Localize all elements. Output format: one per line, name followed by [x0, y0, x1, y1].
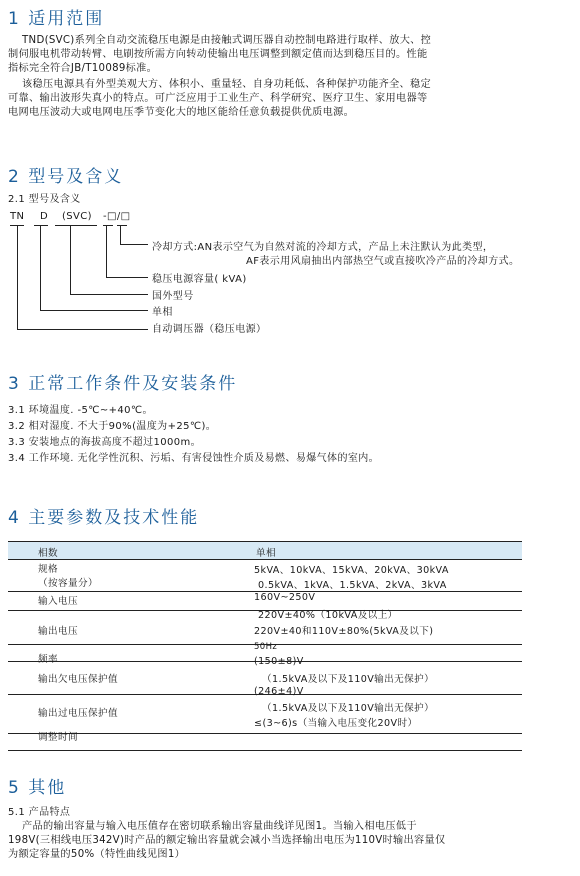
label-single-phase: 单相: [152, 307, 173, 318]
sec1-para2-line1: 该稳压电源具有外型美观大方、体积小、重量轻、自身功耗低、各种保护功能齐全、稳定: [22, 79, 432, 90]
bracket-auto-horizontal: [17, 329, 148, 330]
sec2-subtitle: 2.1 型号及含义: [8, 194, 81, 205]
model-code-tail: -□/□: [103, 211, 131, 222]
underline-dash: [103, 225, 113, 226]
sec5-subtitle: 5.1 产品特点: [8, 807, 71, 818]
table-rule-header: [8, 559, 522, 560]
underline-svc: [55, 225, 97, 226]
row-undervoltage-label: 输出欠电压保护值: [38, 674, 118, 685]
row-undervoltage-value-1: (150±8)V: [254, 656, 304, 667]
label-auto-regulator: 自动调压器（稳压电源）: [152, 324, 267, 335]
sec5-para-line2: 198V(三相线电压342V)时产品的额定输出容量就会减小当选择输出电压为110V时输出容量仅: [8, 835, 446, 846]
bracket-auto-vertical: [17, 225, 18, 329]
table-rule-6: [8, 733, 522, 734]
label-foreign-model: 国外型号: [152, 291, 194, 302]
row-frequency-value: 50Hz: [254, 642, 278, 652]
sec5-para-line3: 为额定容量的50%（特性曲线见图1）: [8, 849, 186, 860]
label-cooling-line1: 冷却方式:AN表示空气为自然对流的冷却方式，产品上未注默认为此类型，: [152, 242, 494, 253]
section-2-title: 2 型号及含义: [8, 167, 124, 187]
row-overvoltage-value-1: （1.5kVA及以下及110V输出无保护）: [262, 703, 435, 714]
sec1-para2-line2: 可靠、输出波形失真小的特点。可广泛应用于工业生产、科学研究、医疗卫生、家用电器等: [8, 93, 428, 104]
sec1-para1-line3: 指标完全符合JB/T10089标准。: [8, 63, 158, 74]
row-overvoltage-label: 输出过电压保护值: [38, 708, 118, 719]
table-rule-bottom: [8, 750, 522, 751]
label-cooling-line2: AF表示用风扇抽出内部热空气或直接吹冷产品的冷却方式。: [246, 256, 520, 267]
label-capacity: 稳压电源容量( kVA): [152, 274, 247, 285]
header-value: 单相: [256, 548, 276, 559]
condition-item-4: 3.4 工作环境. 无化学性沉积、污垢、有害侵蚀性介质及易燃、易爆气体的室内。: [8, 453, 380, 464]
bracket-phase-vertical: [40, 225, 41, 310]
underline-d: [34, 225, 48, 226]
condition-item-2: 3.2 相对湿度. 不大于90%(温度为+25℃)。: [8, 421, 217, 432]
model-code-tn: TN: [10, 211, 25, 222]
bracket-cap-horizontal: [106, 277, 148, 278]
condition-item-3: 3.3 安装地点的海拔高度不超过1000m。: [8, 437, 202, 448]
bracket-cap-vertical: [106, 225, 107, 277]
bracket-phase-horizontal: [40, 310, 148, 311]
row-output-label: 输出电压: [38, 626, 78, 637]
row-spec-label: 规格: [38, 564, 58, 575]
underline-cool: [117, 225, 127, 226]
sec5-para-line1: 产品的输出容量与输入电压值存在密切联系输出容量曲线详见图1。当输入相电压低于: [22, 821, 417, 832]
bracket-foreign-vertical: [70, 225, 71, 294]
header-param: 相数: [38, 548, 58, 559]
sec1-para1-line1: TND(SVC)系列全自动交流稳压电源是由接触式调压器自动控制电路进行取样、放大、控: [22, 35, 432, 46]
model-code-d: D: [40, 211, 49, 222]
row-undervoltage-value-3: (246±4)V: [254, 686, 304, 697]
section-3-title: 3 正常工作条件及安装条件: [8, 374, 238, 394]
bracket-foreign-horizontal: [70, 294, 148, 295]
row-output-value-2: 220V±40和110V±80%(5kVA及以下): [254, 626, 434, 637]
model-code-svc: (SVC): [62, 211, 92, 222]
row-input-value: 160V~250V: [254, 592, 316, 603]
section-5-title: 5 其他: [8, 778, 67, 798]
row-overvoltage-value-2: ≤(3~6)s（当输入电压变化20V时）: [254, 718, 418, 729]
row-output-value-1: 220V±40%（10kVA及以上）: [258, 610, 398, 621]
row-undervoltage-value-2: （1.5kVA及以下及110V输出无保护）: [262, 674, 435, 685]
section-1-title: 1 适用范围: [8, 9, 105, 29]
row-input-label: 输入电压: [38, 596, 78, 607]
row-spec-value-1: 5kVA、10kVA、15kVA、20kVA、30kVA: [254, 565, 449, 576]
sec1-para2-line3: 电网电压波动大或电网电压季节变化大的地区能给任意负载提供优质电源。: [8, 107, 355, 118]
sec1-para1-line2: 制伺服电机带动转臂、电刷按所需方向转动使输出电压调整到额定值而达到稳压目的。性能: [8, 49, 428, 60]
row-spec-label-sub: （按容量分）: [38, 578, 98, 589]
bracket-cool-horizontal: [120, 244, 148, 245]
row-spec-value-2: 0.5kVA、1kVA、1.5kVA、2kVA、3kVA: [258, 580, 447, 591]
row-frequency-label: 频率: [38, 654, 58, 665]
condition-item-1: 3.1 环境温度. -5℃~+40℃。: [8, 405, 153, 416]
row-adjust-time-label: 调整时间: [38, 732, 78, 743]
bracket-cool-vertical: [120, 225, 121, 244]
section-4-title: 4 主要参数及技术性能: [8, 508, 200, 528]
